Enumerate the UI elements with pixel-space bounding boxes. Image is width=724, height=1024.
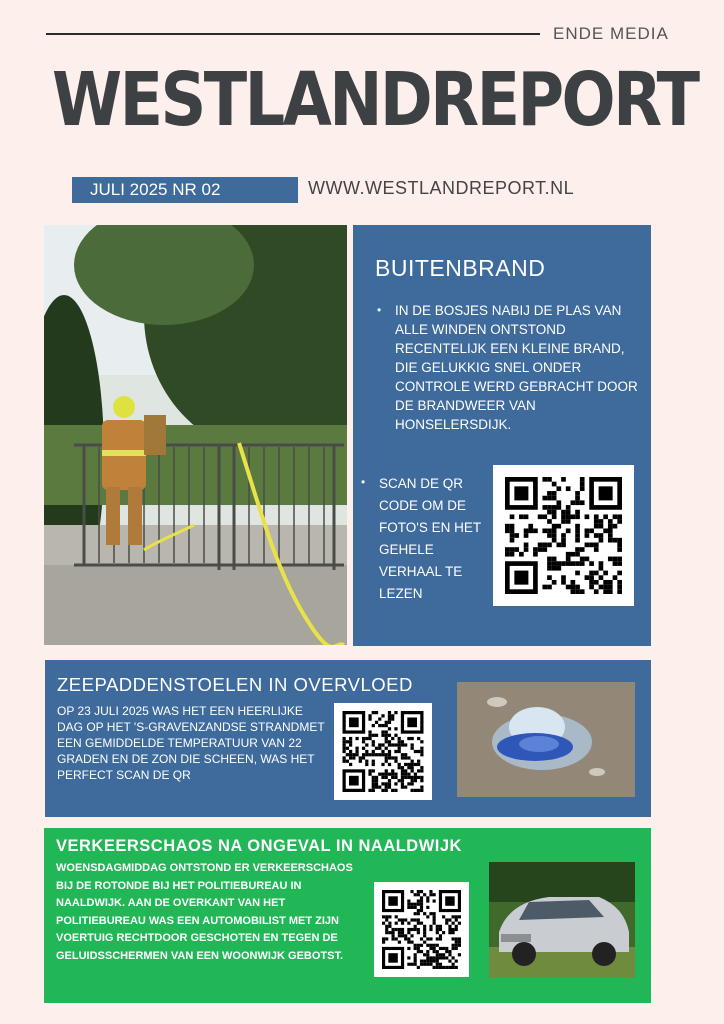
article-title: ZEEPADDENSTOELEN IN OVERVLOED [57,674,413,695]
qr-instruction: SCAN DE QR CODE OM DE FOTO'S EN HET GEHELE VERHAAL TE LEZEN [379,476,481,601]
qr-instruction-bullet [361,473,491,605]
firefighter-photo [44,225,347,645]
article-text: OP 23 JULI 2025 WAS HET EEN HEERLIJKE DAG OP HET 'S-GRAVENZANDSE STRANDMET EEN GEMIDDELDE TEMPERATUUR VAN 22 GRADEN EN DE ZON DIE SCHEEN, WAS HET PERFECT SCAN DE QR [57,704,325,782]
article-text: WOENSDAGMIDDAG ONTSTOND ER VERKEERSCHAOS BIJ DE ROTONDE BIJ HET POLITIEBUREAU IN NAALDWIJK. AAN DE OVERKANT VAN HET POLITIEBUREAU WAS EEN AUTOMOBILIST MET ZIJN VOERTUIG RECHTDOOR GESCHOTEN EN TEGEN DE GELUIDSSCHERMEN VAN EEN WOONWIJK GEBOTST. [56,862,353,962]
website-link[interactable]: WWW.WESTLANDREPORT.NL [308,178,575,198]
qr-code-icon[interactable] [374,882,469,977]
article-verkeerschaos [44,828,651,1003]
article-bullet [377,301,645,434]
header-rule [46,33,540,35]
article-buitenbrand [353,225,651,646]
publisher-name: ENDE MEDIA [553,24,669,43]
article-title: BUITENBRAND [375,255,546,281]
qr-code-icon[interactable] [493,465,634,606]
bullet-icon: • [377,303,382,317]
article-zeepaddenstoelen [45,660,651,817]
bullet-icon: • [361,475,366,489]
crashed-car-photo [489,862,635,978]
article-text: IN DE BOSJES NABIJ DE PLAS VAN ALLE WINDEN ONTSTOND RECENTELIJK EEN KLEINE BRAND, DIE GELUKKIG SNEL ONDER CONTROLE WERD GEBRACHT DOOR DE BRANDWEER VAN HONSELERSDIJK. [395,303,638,432]
article-title: VERKEERSCHAOS NA ONGEVAL IN NAALDWIJK [56,837,462,855]
issue-label: JULI 2025 NR 02 [72,177,298,203]
qr-code-icon[interactable] [334,703,432,800]
jellyfish-photo [457,682,635,797]
masthead-title: WESTLANDREPORT [52,57,698,143]
